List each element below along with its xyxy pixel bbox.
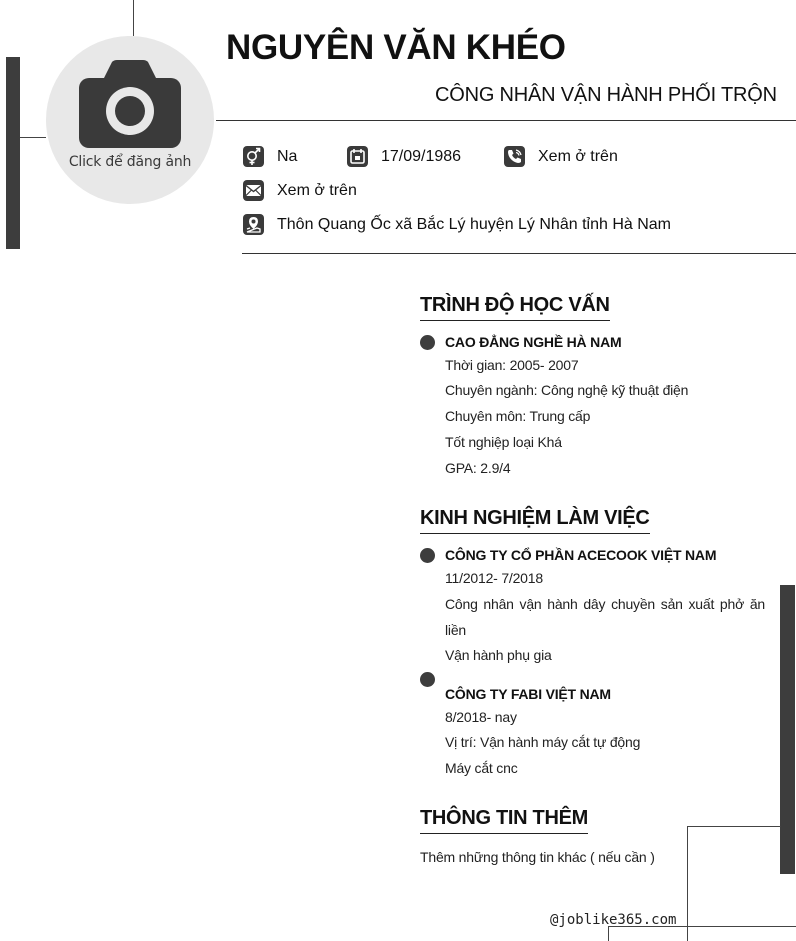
school-name[interactable]: CAO ĐẲNG NGHỀ HÀ NAM (445, 334, 622, 350)
bottom-right-frame (687, 826, 781, 941)
phone-icon (504, 146, 525, 167)
birthdate-value[interactable]: 17/09/1986 (381, 148, 462, 165)
education-level[interactable]: Chuyên môn: Trung cấp (445, 408, 591, 424)
job-1-description[interactable]: Công nhân vận hành dây chuyền sản xuất phở ăn liền (445, 596, 765, 638)
experience-section-title[interactable]: KINH NGHIỆM LÀM VIỆC (420, 507, 650, 534)
candidate-name[interactable]: NGUYÊN VĂN KHÉO (226, 28, 566, 67)
phone-value[interactable]: Xem ở trên (538, 148, 618, 165)
job-1-bullet (420, 548, 435, 563)
email-value[interactable]: Xem ở trên (277, 182, 357, 199)
site-watermark: @joblike365.com (550, 912, 677, 928)
job-2-bullet (420, 672, 435, 687)
education-gpa[interactable]: GPA: 2.9/4 (445, 460, 511, 476)
right-accent-bar (780, 585, 795, 874)
education-bullet (420, 335, 435, 350)
address-value[interactable]: Thôn Quang Ốc xã Bắc Lý huyện Lý Nhân tỉnh Hà Nam (277, 216, 671, 233)
contact-divider (242, 253, 796, 254)
email-icon (243, 180, 264, 201)
job-1-period[interactable]: 11/2012- 7/2018 (445, 570, 543, 586)
left-accent-bar (6, 57, 20, 249)
gender-value[interactable]: Na (277, 148, 298, 165)
job-1-extra[interactable]: Vận hành phụ gia (445, 647, 552, 663)
job-2-company[interactable]: CÔNG TY FABI VIỆT NAM (445, 686, 611, 702)
title-divider (216, 120, 796, 121)
location-icon (243, 214, 264, 235)
additional-section-title[interactable]: THÔNG TIN THÊM (420, 807, 588, 834)
education-section-title[interactable]: TRÌNH ĐỘ HỌC VẤN (420, 294, 610, 321)
job-title[interactable]: CÔNG NHÂN VẬN HÀNH PHỐI TRỘN (435, 84, 777, 106)
education-major[interactable]: Chuyên ngành: Công nghệ kỹ thuật điện (445, 382, 689, 398)
photo-upload-label: Click để đăng ảnh (68, 154, 192, 170)
job-2-extra[interactable]: Máy cắt cnc (445, 760, 518, 776)
job-1-company[interactable]: CÔNG TY CỔ PHẦN ACECOOK VIỆT NAM (445, 547, 717, 563)
education-grade[interactable]: Tốt nghiệp loại Khá (445, 434, 562, 450)
gender-icon (243, 146, 264, 167)
education-period[interactable]: Thời gian: 2005- 2007 (445, 357, 579, 373)
camera-icon (79, 60, 181, 150)
job-2-period[interactable]: 8/2018- nay (445, 709, 517, 725)
photo-upload[interactable] (46, 36, 214, 204)
additional-info-text[interactable]: Thêm những thông tin khác ( nếu cần ) (420, 849, 655, 865)
top-divider-line (133, 0, 134, 36)
bottom-tick-line (608, 926, 609, 941)
photo-connector-line (20, 137, 46, 138)
job-2-description[interactable]: Vị trí: Vận hành máy cắt tự động (445, 734, 641, 750)
calendar-icon (347, 146, 368, 167)
